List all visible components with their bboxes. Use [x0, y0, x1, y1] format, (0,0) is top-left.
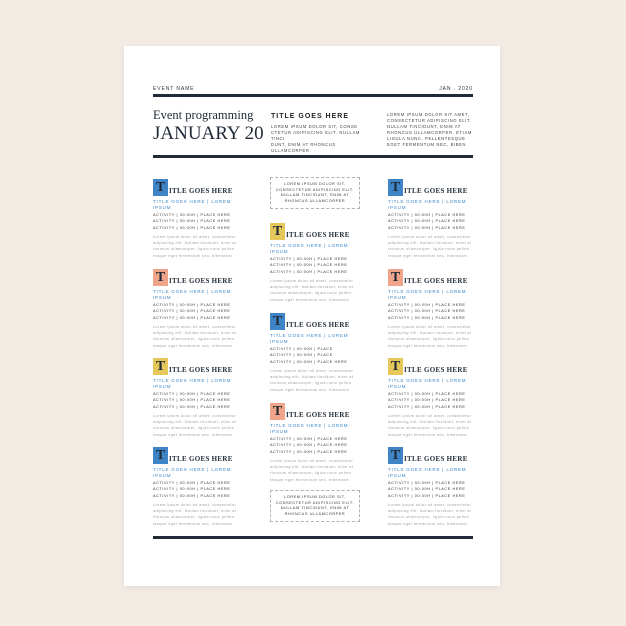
session-title: ITLE GOES HERE	[404, 277, 468, 285]
note-line: RHONCUS ULLAMCORPER	[284, 511, 346, 516]
session-title: ITLE GOES HERE	[404, 455, 468, 463]
session-heading	[388, 268, 476, 286]
activity-list	[388, 480, 476, 499]
body-line: Lorem ipsum dolor sit amet, consectetur	[270, 278, 354, 283]
body-line: tesque eget fermentum nec, bibendum	[153, 253, 233, 258]
activity-line: ACTIVITY | 00:00H | PLACE HERE	[388, 309, 466, 314]
header-right-line: NULLAM TINCIDUNT, ENIM AT	[387, 124, 461, 129]
session-subtitle: TITLE GOES HERE | LOREM IPSUM	[388, 199, 467, 210]
activity-list	[153, 391, 241, 410]
body-line: rhoncus ullamcorper, ligula nunc pellen	[388, 247, 470, 252]
top-rule	[153, 94, 473, 97]
initial-letter-badge: T	[270, 403, 285, 420]
body-line: rhoncus ullamcorper, ligula nunc pellen	[270, 471, 352, 476]
header-rule	[153, 155, 473, 158]
header-right-line: CONSECTETUR ADIPISCING ELIT.	[387, 118, 472, 123]
activity-line: ACTIVITY | 00:00H | PLACE HERE	[270, 449, 348, 454]
body-line: tesque eget fermentum nec, bibendum	[388, 343, 468, 348]
body-line: tesque eget fermentum nec, bibendum	[270, 387, 350, 392]
body-line: Lorem ipsum dolor sit amet, consectetur	[270, 458, 354, 463]
initial-letter-badge: T	[153, 358, 168, 375]
session-subtitle: TITLE GOES HERE | LOREM IPSUM	[153, 199, 232, 210]
session-block	[153, 357, 241, 438]
body-line: adipiscing elit. Nullam tincidunt, enim at	[388, 331, 472, 336]
event-date: JAN . 2020	[439, 86, 473, 92]
body-line: adipiscing elit. Nullam tincidunt, enim at	[270, 465, 354, 470]
session-heading	[270, 222, 358, 240]
session-description	[153, 502, 241, 527]
session-title: ITLE GOES HERE	[404, 187, 468, 195]
session-subtitle: TITLE GOES HERE | LOREM IPSUM	[388, 467, 467, 478]
session-title: ITLE GOES HERE	[169, 366, 233, 374]
initial-letter-badge: T	[270, 223, 285, 240]
body-line: adipiscing elit. Nullam tincidunt, enim at	[388, 241, 472, 246]
body-line: tesque eget fermentum nec, bibendum	[388, 253, 468, 258]
activity-line: ACTIVITY | 00:00H | PLACE HERE	[270, 443, 348, 448]
activity-line: ACTIVITY | 00:00H | PLACE HERE	[388, 213, 466, 217]
body-line: adipiscing elit. Nullam tincidunt, enim at	[270, 285, 354, 290]
session-block	[388, 357, 476, 438]
activity-line: ACTIVITY | 00:00H | PLACE HERE	[388, 225, 466, 230]
body-line: Lorem ipsum dolor sit amet, consectetur	[270, 368, 354, 373]
session-description	[153, 324, 241, 349]
activity-list	[388, 391, 476, 410]
activity-line: ACTIVITY | 00:00H | PLACE HERE	[153, 219, 231, 224]
session-title: ITLE GOES HERE	[169, 277, 233, 285]
activity-line: ACTIVITY | 00:00H | PLACE HERE	[153, 309, 231, 314]
session-description	[388, 234, 476, 259]
body-line: Lorem ipsum dolor sit amet, consectetur	[388, 413, 472, 418]
body-line: rhoncus ullamcorper, ligula nunc pellen	[153, 515, 235, 520]
activity-line: ACTIVITY | 00:00H | PLACE HERE	[153, 225, 231, 230]
heading-line-2: JANUARY 20	[153, 123, 264, 144]
header-mid-text	[271, 124, 363, 154]
session-title: ITLE GOES HERE	[286, 321, 350, 329]
body-line: Lorem ipsum dolor sit amet, consectetur	[388, 234, 472, 239]
activity-line: ACTIVITY | 00:00H | PLACE HERE	[388, 303, 466, 307]
activity-line: ACTIVITY | 00:00H | PLACE HERE	[388, 392, 466, 396]
session-block	[388, 178, 476, 259]
body-line: Lorem ipsum dolor sit amet, consectetur	[153, 502, 237, 507]
activity-line: ACTIVITY | 00:00H | PLACE HERE	[153, 481, 231, 485]
session-heading	[153, 357, 241, 375]
note-line: LOREM IPSUM DOLOR SIT,	[284, 182, 346, 186]
session-block	[388, 446, 476, 527]
session-subtitle: TITLE GOES HERE | LOREM IPSUM	[270, 423, 349, 434]
body-line: rhoncus ullamcorper, ligula nunc pellen	[270, 381, 352, 386]
session-description	[153, 234, 241, 259]
session-title: ITLE GOES HERE	[286, 411, 350, 419]
note-line: NULLAM TINCIDUNT, ENIM AT	[280, 506, 350, 511]
activity-list	[270, 256, 358, 275]
header-right-line: EGET FERMENTUM NEC, BIBEN	[387, 142, 467, 147]
note-line: LOREM IPSUM DOLOR SIT,	[284, 495, 346, 499]
activity-line: ACTIVITY | 00:00H | PLACE HERE	[153, 392, 231, 396]
session-subtitle: TITLE GOES HERE | LOREM IPSUM	[153, 467, 232, 478]
session-description	[388, 413, 476, 438]
session-subtitle: TITLE GOES HERE | LOREM IPSUM	[153, 378, 232, 389]
initial-letter-badge: T	[153, 269, 168, 286]
body-line: rhoncus ullamcorper, ligula nunc pellen	[153, 426, 235, 431]
activity-line: ACTIVITY | 00:00H | PLACE HERE	[270, 263, 348, 268]
activity-line: ACTIVITY | 00:00H | PLACE HERE	[153, 404, 231, 409]
bottom-rule	[153, 536, 473, 539]
activity-line: ACTIVITY | 00:00H | PLACE HERE	[153, 487, 231, 492]
activity-line: ACTIVITY | 00:00H | PLACE HERE	[388, 481, 466, 485]
header-mid-line: DUNT, ENIM AT RHONCUS ULLAMCORPER	[271, 142, 336, 153]
note-line: CONSECTETUR ADIPISCING ELIT.	[275, 500, 355, 505]
session-description	[270, 368, 358, 393]
activity-list	[270, 436, 358, 455]
note-line: RHONCUS ULLAMCORPER	[284, 198, 346, 203]
program-sheet	[124, 46, 500, 586]
body-line: Lorem ipsum dolor sit amet, consectetur	[153, 234, 237, 239]
session-block	[270, 222, 358, 303]
session-heading	[388, 357, 476, 375]
body-line: adipiscing elit. Nullam tincidunt, enim at	[153, 331, 237, 336]
session-title: ITLE GOES HERE	[404, 366, 468, 374]
session-block	[270, 312, 358, 393]
header-mid-line: LOREM IPSUM DOLOR SIT, CONSE	[271, 124, 358, 129]
activity-line: ACTIVITY | 00:00H | PLACE HERE	[153, 315, 231, 320]
activity-list	[270, 346, 358, 365]
activity-line: ACTIVITY | 00:00H | PLACE HERE	[153, 213, 231, 217]
session-description	[270, 278, 358, 303]
session-description	[270, 458, 358, 483]
session-block	[153, 446, 241, 527]
session-description	[153, 413, 241, 438]
body-line: rhoncus ullamcorper, ligula nunc pellen	[388, 515, 470, 520]
body-line: tesque eget fermentum nec, bibendum	[270, 477, 350, 482]
body-line: rhoncus ullamcorper, ligula nunc pellen	[153, 337, 235, 342]
session-description	[388, 502, 476, 527]
heading-line-1: Event programming	[153, 108, 254, 122]
body-line: tesque eget fermentum nec, bibendum	[388, 432, 468, 437]
activity-line: ACTIVITY | 00:00H | PLACE HERE	[388, 487, 466, 492]
session-title: ITLE GOES HERE	[286, 231, 350, 239]
session-subtitle: TITLE GOES HERE | LOREM IPSUM	[270, 333, 349, 344]
activity-line: ACTIVITY | 00:00H | PLACE	[270, 353, 333, 358]
body-line: adipiscing elit. Nullam tincidunt, enim at	[153, 241, 237, 246]
activity-line: ACTIVITY | 00:00H | PLACE HERE	[388, 404, 466, 409]
session-title: ITLE GOES HERE	[169, 187, 233, 195]
header-right-line: LIGULA NUNC, PELLENTESQUE	[387, 136, 466, 141]
header-right-line: LOREM IPSUM DOLOR SIT AMET,	[387, 112, 470, 117]
body-line: rhoncus ullamcorper, ligula nunc pellen	[388, 426, 470, 431]
session-subtitle: TITLE GOES HERE | LOREM IPSUM	[388, 289, 467, 300]
session-heading	[388, 446, 476, 464]
activity-line: ACTIVITY | 00:00H | PLACE HERE	[270, 437, 348, 441]
activity-list	[388, 212, 476, 231]
body-line: Lorem ipsum dolor sit amet, consectetur	[153, 413, 237, 418]
session-heading	[270, 402, 358, 420]
session-heading	[153, 446, 241, 464]
activity-line: ACTIVITY | 00:00H | PLACE	[270, 347, 333, 351]
body-line: adipiscing elit. Nullam tincidunt, enim at	[153, 420, 237, 425]
activity-line: ACTIVITY | 00:00H | PLACE HERE	[153, 493, 231, 498]
body-line: tesque eget fermentum nec, bibendum	[153, 521, 233, 526]
initial-letter-badge: T	[388, 447, 403, 464]
body-line: tesque eget fermentum nec, bibendum	[270, 297, 350, 302]
initial-letter-badge: T	[153, 447, 168, 464]
session-block	[388, 268, 476, 349]
activity-list	[153, 212, 241, 231]
note-line: CONSECTETUR ADIPISCING ELIT.	[275, 187, 355, 192]
body-line: tesque eget fermentum nec, bibendum	[388, 521, 468, 526]
session-heading	[153, 268, 241, 286]
activity-list	[388, 302, 476, 321]
body-line: adipiscing elit. Nullam tincidunt, enim at	[388, 420, 472, 425]
body-line: adipiscing elit. Nullam tincidunt, enim at	[388, 509, 472, 514]
session-block	[153, 178, 241, 259]
session-heading	[270, 312, 358, 330]
note-box	[270, 490, 360, 522]
activity-list	[153, 480, 241, 499]
session-block	[270, 402, 358, 483]
event-name: EVENT NAME	[153, 86, 195, 92]
session-description	[388, 324, 476, 349]
activity-line: ACTIVITY | 00:00H | PLACE HERE	[388, 315, 466, 320]
note-line: NULLAM TINCIDUNT, ENIM AT	[280, 193, 350, 198]
activity-line: ACTIVITY | 00:00H | PLACE HERE	[270, 269, 348, 274]
body-line: adipiscing elit. Nullam tincidunt, enim at	[270, 375, 354, 380]
session-subtitle: TITLE GOES HERE | LOREM IPSUM	[388, 378, 467, 389]
activity-line: ACTIVITY | 00:00H | PLACE HERE	[153, 398, 231, 403]
header-mid-line: CTETUR ADIPISCING ELIT. NULLAM TINCI	[271, 130, 360, 141]
body-line: Lorem ipsum dolor sit amet, consectetur	[153, 324, 237, 329]
body-line: rhoncus ullamcorper, ligula nunc pellen	[153, 247, 235, 252]
body-line: Lorem ipsum dolor sit amet, consectetur	[388, 324, 472, 329]
initial-letter-badge: T	[270, 313, 285, 330]
activity-line: ACTIVITY | 00:00H | PLACE HERE	[270, 359, 348, 364]
session-heading	[388, 178, 476, 196]
body-line: Lorem ipsum dolor sit amet, consectetur	[388, 502, 472, 507]
session-title: ITLE GOES HERE	[169, 455, 233, 463]
body-line: tesque eget fermentum nec, bibendum	[153, 343, 233, 348]
session-subtitle: TITLE GOES HERE | LOREM IPSUM	[153, 289, 232, 300]
initial-letter-badge: T	[388, 179, 403, 196]
header-right-line: RHONCUS ULLAMCORPER. ETIAM	[387, 130, 472, 135]
header-mid-title: TITLE GOES HERE	[271, 113, 350, 120]
activity-line: ACTIVITY | 00:00H | PLACE HERE	[153, 303, 231, 307]
activity-line: ACTIVITY | 00:00H | PLACE HERE	[388, 219, 466, 224]
body-line: rhoncus ullamcorper, ligula nunc pellen	[388, 337, 470, 342]
activity-line: ACTIVITY | 00:00H | PLACE HERE	[270, 257, 348, 261]
session-heading	[153, 178, 241, 196]
initial-letter-badge: T	[388, 269, 403, 286]
activity-line: ACTIVITY | 00:00H | PLACE HERE	[388, 398, 466, 403]
body-line: rhoncus ullamcorper, ligula nunc pellen	[270, 291, 352, 296]
header-right-text	[387, 112, 477, 148]
initial-letter-badge: T	[153, 179, 168, 196]
note-box	[270, 177, 360, 209]
body-line: tesque eget fermentum nec, bibendum	[153, 432, 233, 437]
initial-letter-badge: T	[388, 358, 403, 375]
session-block	[153, 268, 241, 349]
session-subtitle: TITLE GOES HERE | LOREM IPSUM	[270, 243, 349, 254]
body-line: adipiscing elit. Nullam tincidunt, enim at	[153, 509, 237, 514]
activity-line: ACTIVITY | 00:00H | PLACE HERE	[388, 493, 466, 498]
activity-list	[153, 302, 241, 321]
